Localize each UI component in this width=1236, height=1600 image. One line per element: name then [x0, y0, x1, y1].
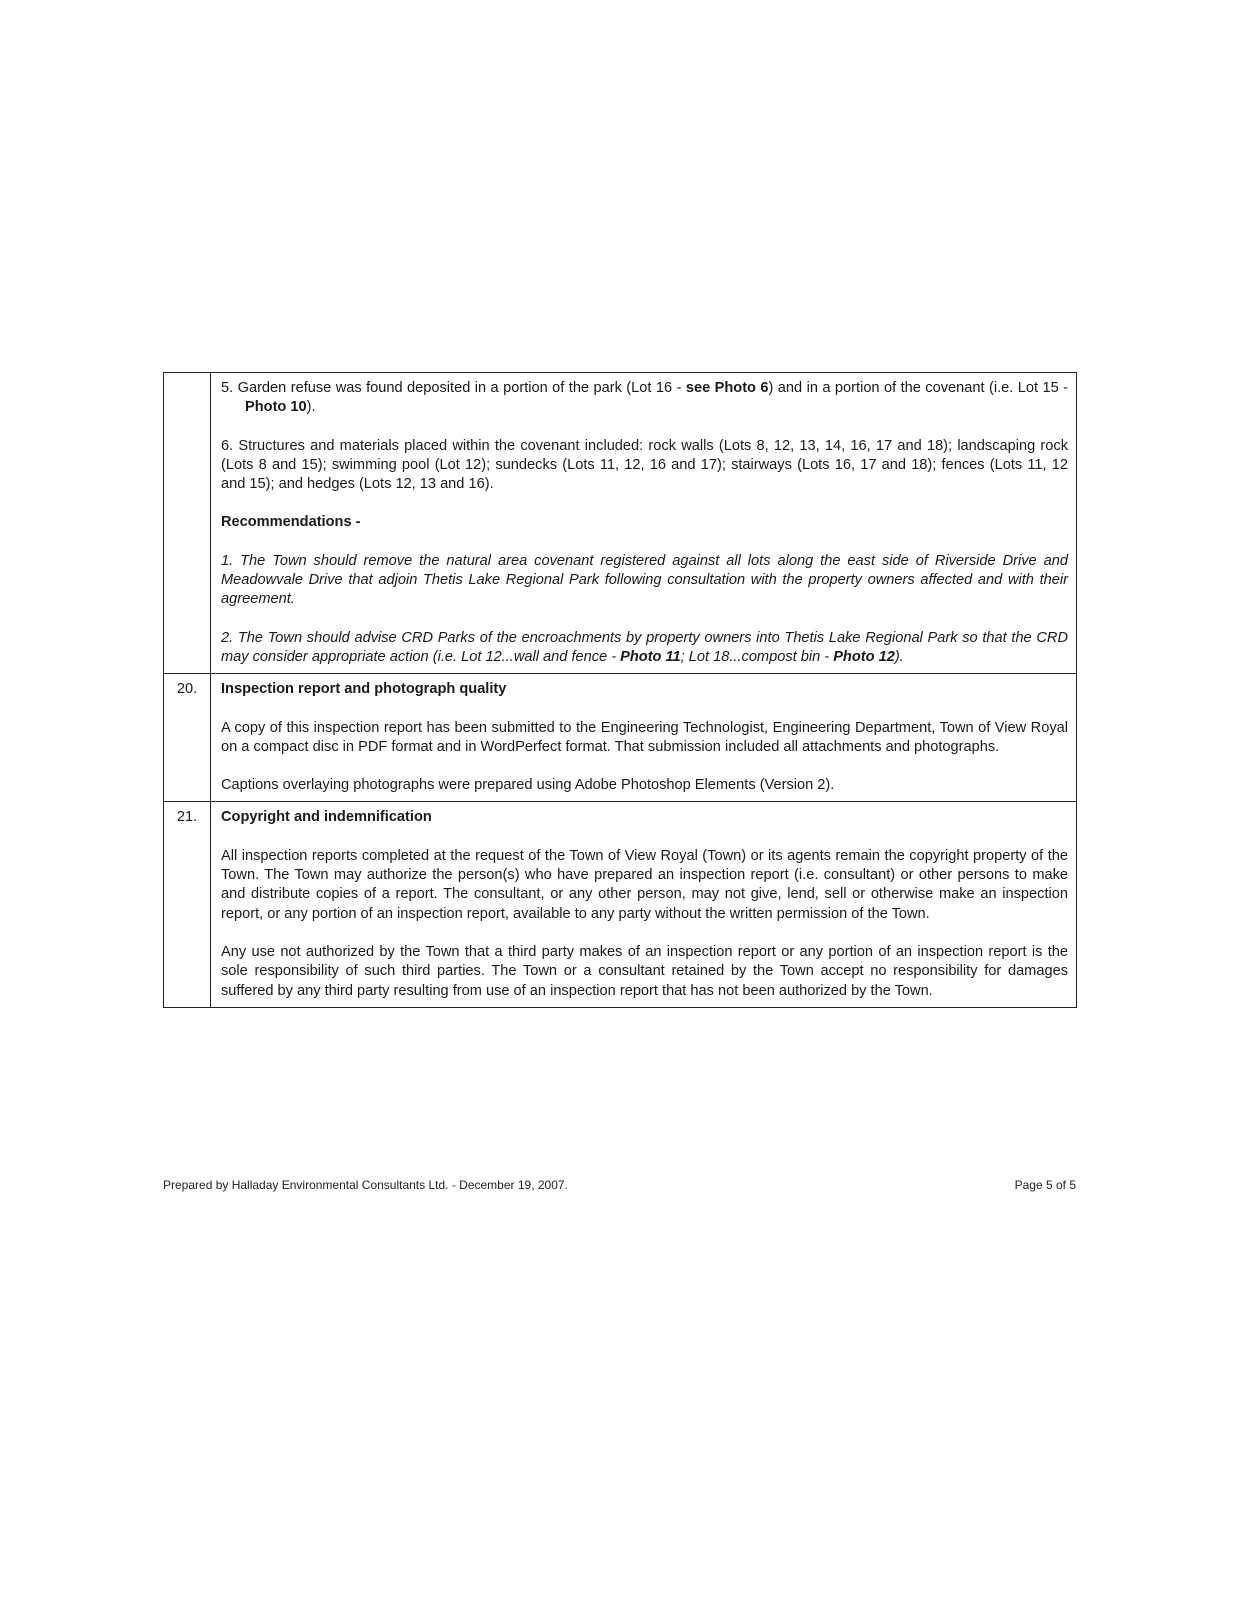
- table-row: [164, 373, 1077, 674]
- table-row: [164, 674, 1077, 802]
- row-content: [211, 674, 1077, 802]
- finding-text: ).: [306, 399, 316, 416]
- finding-text: 5. Garden refuse was found deposited in a portion of the park (Lot 16 -: [221, 380, 686, 396]
- table-row: [164, 802, 1077, 1007]
- row-content: [211, 802, 1077, 1007]
- row-content: [211, 373, 1077, 674]
- section-paragraph: A copy of this inspection report has been submitted to the Engineering Technologist, Engineering Department, Town of View Royal on a compact disc in PDF format and in WordPerfect format. That submission included all attachments and photographs.: [221, 719, 1068, 755]
- recommendation-text: ).: [894, 648, 904, 665]
- recommendation-text: 2. The Town should advise CRD Parks of the encroachments by property owners into Thetis Lake Regional Park so that the CRD may consider appropriate action (i.e. Lot 12...wall and fence -: [221, 629, 1068, 665]
- section-paragraph: Any use not authorized by the Town that a third party makes of an inspection report or any portion of an inspection report is the sole responsibility of such third parties. The Town or a consultant retained by the Town accept no responsibility for damages suffered by any third party resulting from use of an inspection report that has not been authorized by the Town.: [221, 943, 1068, 999]
- row-number: 21.: [164, 802, 211, 1007]
- row-number: 20.: [164, 674, 211, 802]
- recommendations-heading: Recommendations -: [221, 514, 361, 531]
- photo-reference: see Photo 6: [685, 380, 769, 396]
- recommendation-2: [221, 629, 1068, 668]
- section-heading: Copyright and indemnification: [221, 809, 432, 826]
- section-paragraph: Captions overlaying photographs were prepared using Adobe Photoshop Elements (Version 2).: [221, 777, 835, 794]
- footer-page-number: Page 5 of 5: [1014, 1178, 1076, 1192]
- recommendation-1: 1. The Town should remove the natural area covenant registered against all lots along the east side of Riverside Drive and Meadowvale Drive that adjoin Thetis Lake Regional Park following consultation with the property owners affected and with their agreement.: [221, 552, 1068, 608]
- finding-item-6: 6. Structures and materials placed within the covenant included: rock walls (Lots 8, 12, 13, 14, 16, 17 and 18); landscaping rock (Lots 8 and 15); swimming pool (Lot 12); sundecks (Lots 11, 12, 16 and 17); stairways (Lots 16, 17 and 18); fences (Lots 11, 12 and 15); and hedges (Lots 12, 13 and 16).: [221, 437, 1068, 493]
- inspection-report-table: [163, 372, 1077, 1008]
- recommendation-text: ; Lot 18...compost bin -: [680, 648, 834, 665]
- row-number: [164, 373, 211, 674]
- section-heading: Inspection report and photograph quality: [221, 681, 507, 698]
- finding-item-5: [221, 379, 1068, 418]
- photo-reference: Photo 12: [833, 648, 895, 665]
- photo-reference: Photo 10: [245, 399, 307, 416]
- finding-text: ) and in a portion of the covenant (i.e. Lot 15 -: [768, 380, 1068, 396]
- photo-reference: Photo 11: [620, 648, 681, 665]
- section-paragraph: All inspection reports completed at the request of the Town of View Royal (Town) or its agents remain the copyright property of the Town. The Town may authorize the person(s) who have prepared an inspection report (i.e. consultant) or other persons to make and distribute copies of a report. The consultant, or any other person, may not give, lend, sell or otherwise make an inspection report, or any portion of an inspection report, available to any party without the written permission of the Town.: [221, 847, 1068, 922]
- footer-prepared-by: Prepared by Halladay Environmental Consultants Ltd. - December 19, 2007.: [163, 1178, 568, 1192]
